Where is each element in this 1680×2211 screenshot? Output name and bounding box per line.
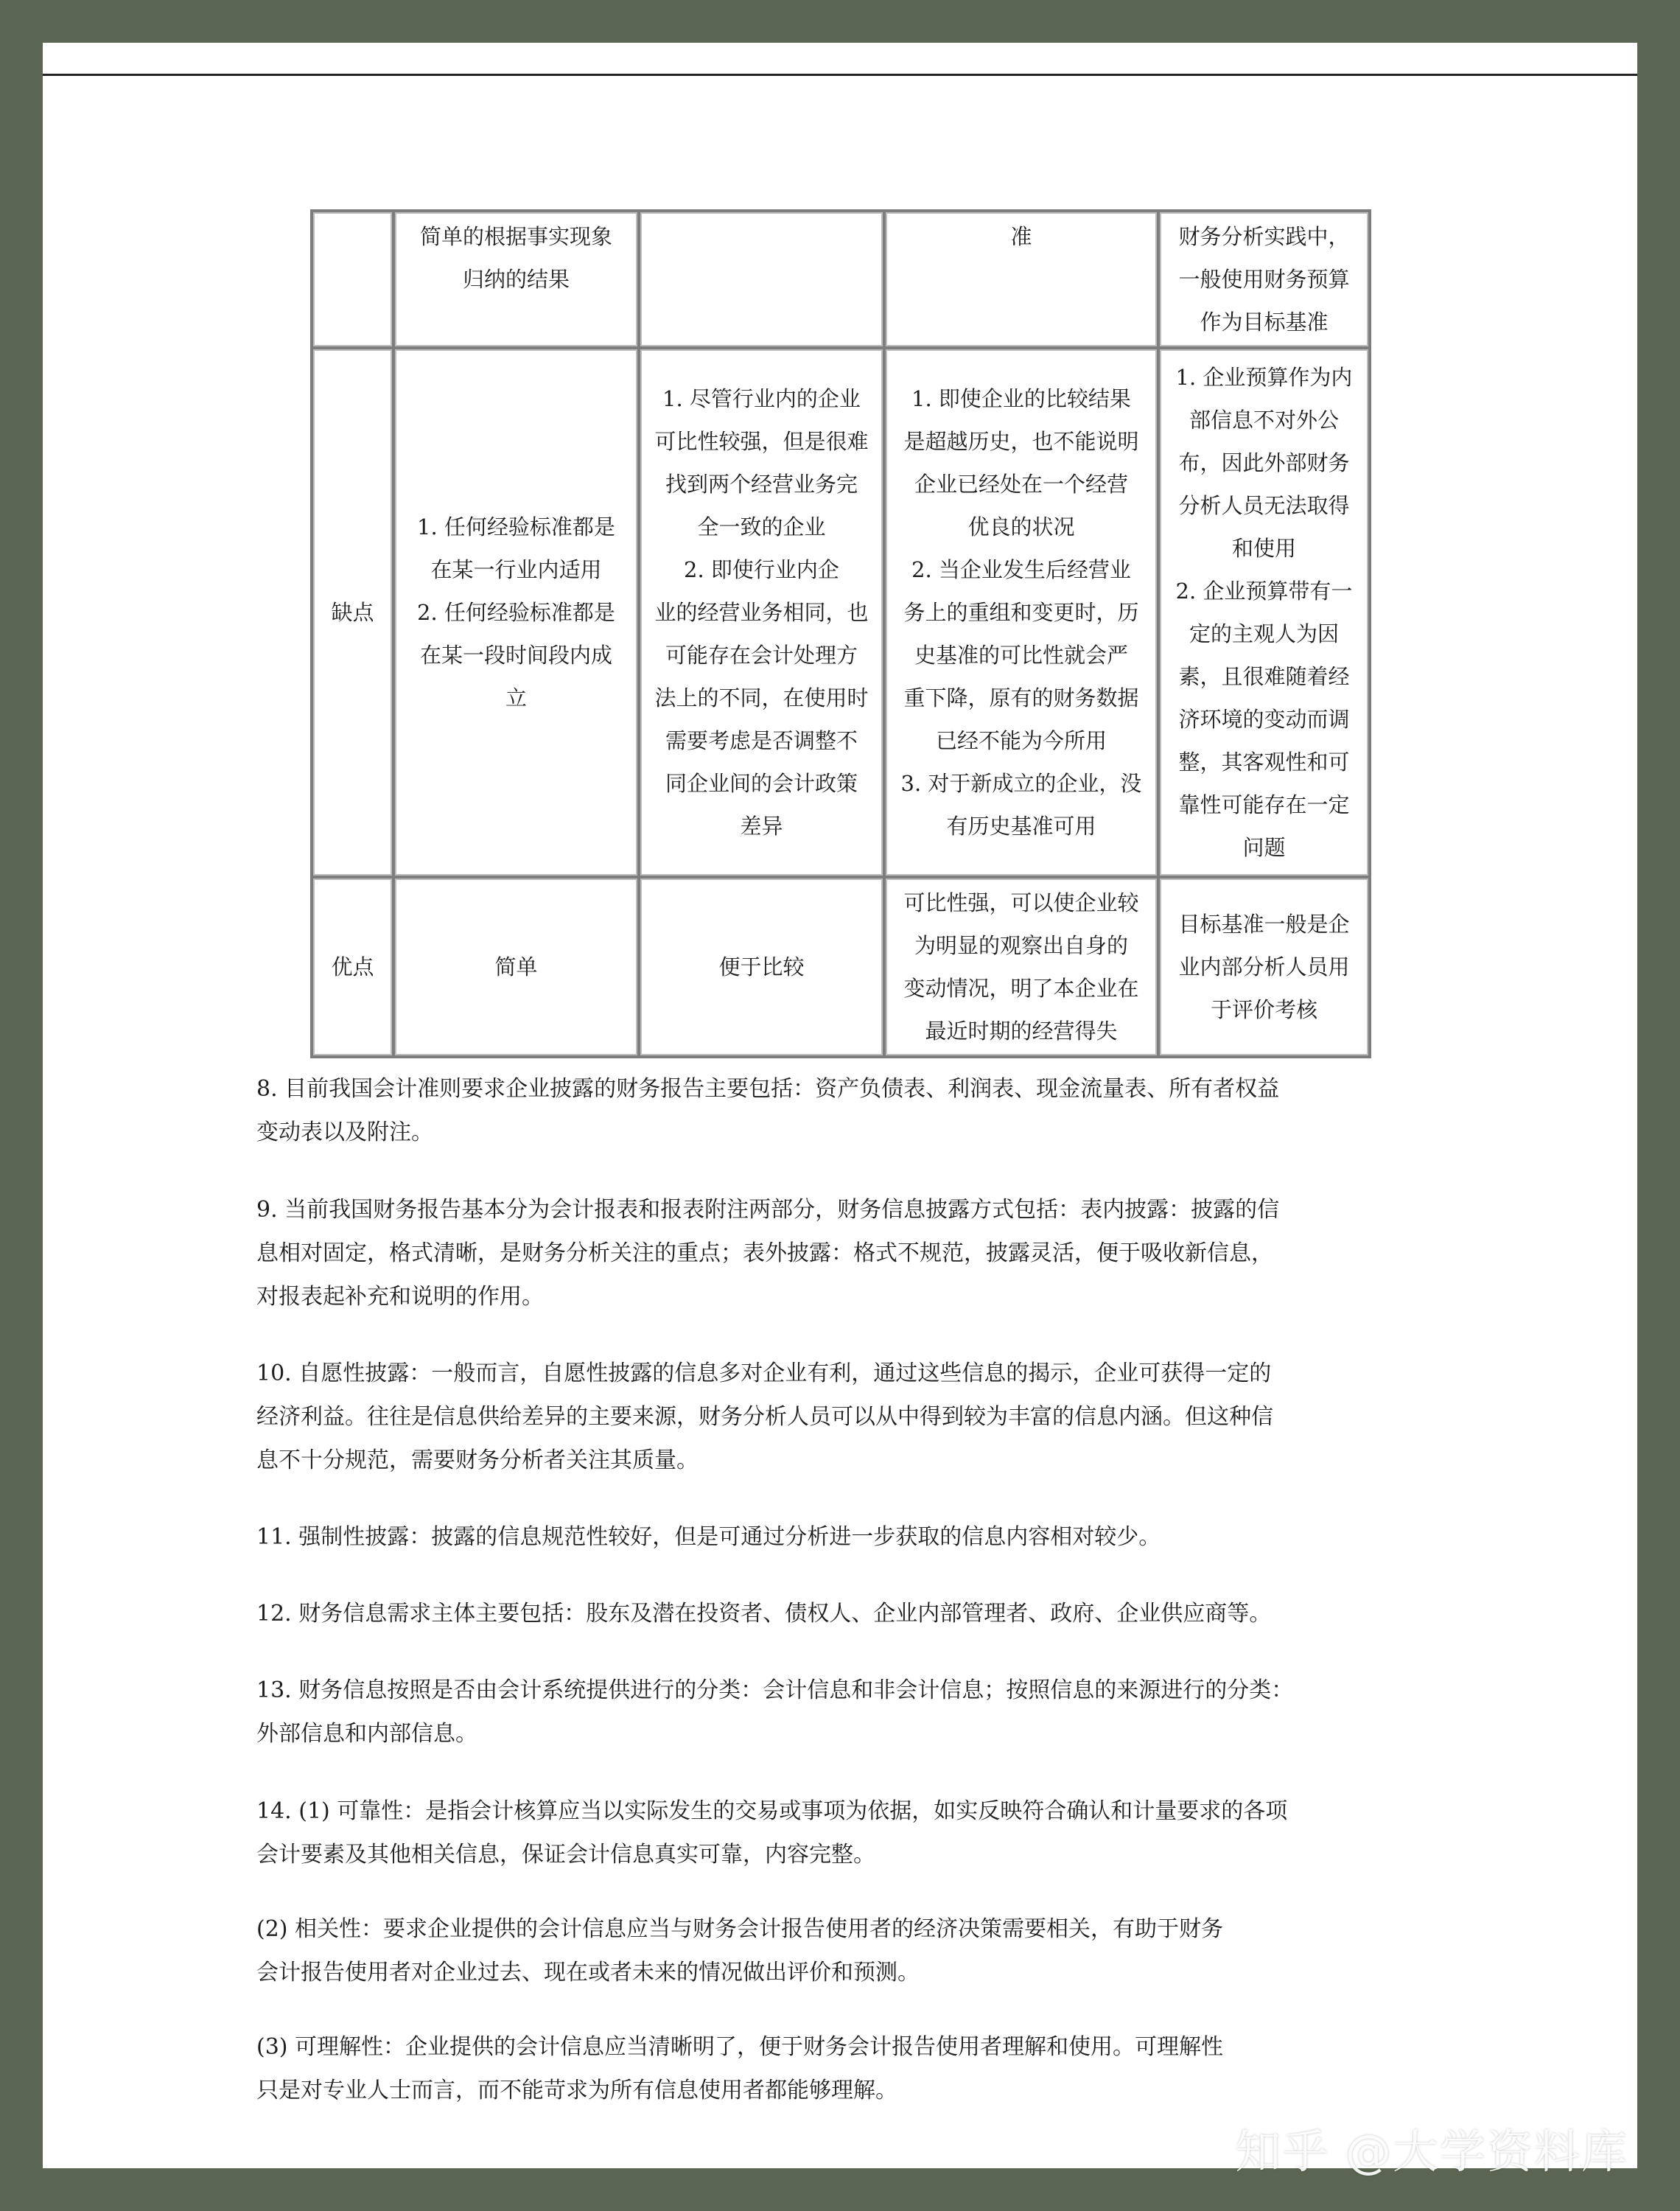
table-cell (393, 348, 639, 877)
text-line: 9. 当前我国财务报告基本分为会计报表和报表附注两部分，财务信息披露方式包括：表内披露：披露的信 (256, 1197, 1280, 1223)
table-row-continued (312, 211, 1370, 348)
paragraph-14-3 (256, 2025, 1435, 2112)
paragraph-8 (256, 1067, 1435, 1154)
table-cell (393, 877, 639, 1057)
watermark: 知乎 @大学资料库 (1235, 2125, 1628, 2179)
text-line: 全一致的企业 (697, 514, 826, 539)
text-line: 1. 企业预算作为内 (1175, 365, 1353, 390)
text-line: 13. 财务信息按照是否由会计系统提供进行的分类：会计信息和非会计信息；按照信息的来源进行的分类： (256, 1677, 1294, 1703)
text-line: 2. 即使行业内企 (684, 557, 839, 582)
text-line: 史基准的可比性就会严 (914, 643, 1128, 668)
text-line: 目标基准一般是企 (1178, 912, 1350, 937)
text-line: 企业已经处在一个经营 (914, 472, 1128, 497)
text-line: 为明显的观察出自身的 (914, 933, 1128, 958)
text-line: 素，且很难随着经 (1178, 664, 1350, 689)
table-cell (884, 211, 1158, 348)
text-line: 8. 目前我国会计准则要求企业披露的财务报告主要包括：资产负债表、利润表、现金流量表、所有者权益 (256, 1076, 1280, 1102)
text-line: 可比性较强，但是很难 (654, 429, 869, 454)
text-line: 便于比较 (718, 954, 805, 979)
row-label-disadvantages: 缺点 (312, 348, 393, 877)
paragraph-10 (256, 1352, 1435, 1482)
table-cell (1158, 348, 1370, 877)
text-line: 外部信息和内部信息。 (256, 1721, 477, 1747)
text-line: 和使用 (1231, 536, 1296, 561)
text-line: 法上的不同，在使用时 (654, 685, 869, 710)
text-line: 1. 即使企业的比较结果 (911, 386, 1131, 411)
text-line: 重下降，原有的财务数据 (903, 685, 1139, 710)
text-line: 2. 任何经验标准都是 (417, 600, 615, 625)
text-line: 找到两个经营业务完 (665, 472, 858, 497)
text-line: 14. (1) 可靠性：是指会计核算应当以实际发生的交易或事项为依据，如实反映符合确认和计量要求的各项 (256, 1798, 1288, 1824)
table-cell (639, 211, 884, 348)
text-line: 在某一行业内适用 (430, 557, 602, 582)
text-line: 靠性可能存在一定 (1178, 792, 1350, 817)
text-line: 于评价考核 (1210, 997, 1317, 1022)
comparison-table (310, 209, 1371, 1058)
text-line: 济环境的变动而调 (1178, 707, 1350, 732)
text-line: 3. 对于新成立的企业，没 (900, 771, 1142, 796)
text-line: 11. 强制性披露：披露的信息规范性较好，但是可通过分析进一步获取的信息内容相对较少。 (256, 1524, 1161, 1550)
text-line: 业的经营业务相同，也 (654, 600, 869, 625)
text-line: 准 (1010, 224, 1032, 249)
text-line: 对报表起补充和说明的作用。 (256, 1284, 544, 1310)
text-line: 简单的根据事实现象 (419, 224, 612, 249)
text-line: 会计要素及其他相关信息，保证会计信息真实可靠，内容完整。 (256, 1842, 875, 1868)
document-page (43, 43, 1637, 2168)
text-line: 整，其客观性和可 (1178, 750, 1350, 775)
text-line: 会计报告使用者对企业过去、现在或者未来的情况做出评价和预测。 (256, 1960, 920, 1985)
text-line: 需要考虑是否调整不 (665, 728, 858, 753)
text-line: 已经不能为今所用 (935, 728, 1107, 753)
text-line: 分析人员无法取得 (1178, 493, 1350, 518)
text-line: 有历史基准可用 (946, 814, 1096, 839)
text-line: 2. 企业预算带有一 (1175, 579, 1353, 604)
text-line: 1. 尽管行业内的企业 (662, 386, 861, 411)
text-line: 10. 自愿性披露：一般而言，自愿性披露的信息多对企业有利，通过这些信息的揭示，企业可获得一定的 (256, 1361, 1272, 1386)
text-line: (3) 可理解性：企业提供的会计信息应当清晰明了，便于财务会计报告使用者理解和使用。可理解性 (256, 2034, 1224, 2060)
table-cell (1158, 877, 1370, 1057)
text-line: 归纳的结果 (462, 267, 570, 292)
text-line: 变动情况，明了本企业在 (903, 976, 1139, 1001)
text-line: (2) 相关性：要求企业提供的会计信息应当与财务会计报告使用者的经济决策需要相关，有助于财务 (256, 1916, 1224, 1942)
text-line: 立 (505, 685, 527, 710)
text-line: 息相对固定，格式清晰，是财务分析关注的重点；表外披露：格式不规范，披露灵活，便于吸收新信息， (256, 1240, 1273, 1266)
table-cell (639, 877, 884, 1057)
paragraph-12 (256, 1592, 1435, 1635)
text-line: 可比性强，可以使企业较 (903, 890, 1139, 915)
text-line: 定的主观人为因 (1189, 621, 1339, 646)
paragraph-14 (256, 1789, 1435, 1876)
table-row-disadvantages (312, 348, 1370, 877)
text-line: 同企业间的会计政策 (665, 771, 858, 796)
table-cell-empty (312, 211, 393, 348)
text-line: 一般使用财务预算 (1178, 267, 1350, 292)
text-line: 差异 (740, 814, 783, 839)
paragraph-11 (256, 1515, 1435, 1559)
text-line: 2. 当企业发生后经营业 (911, 557, 1131, 582)
text-line: 务上的重组和变更时，历 (903, 600, 1139, 625)
text-line: 12. 财务信息需求主体主要包括：股东及潜在投资者、债权人、企业内部管理者、政府、企业供应商等。 (256, 1601, 1272, 1627)
text-line: 只是对专业人士而言，而不能苛求为所有信息使用者都能够理解。 (256, 2078, 897, 2103)
text-line: 是超越历史，也不能说明 (903, 429, 1139, 454)
table-cell (884, 877, 1158, 1057)
text-line: 业内部分析人员用 (1178, 954, 1350, 979)
table-cell (884, 348, 1158, 877)
text-line: 在某一段时间段内成 (419, 643, 612, 668)
text-line: 优良的状况 (967, 514, 1075, 539)
text-line: 变动表以及附注。 (256, 1120, 433, 1145)
text-line: 1. 任何经验标准都是 (417, 514, 615, 539)
paragraph-13 (256, 1669, 1435, 1756)
text-line: 最近时期的经营得失 (925, 1019, 1118, 1044)
table-cell (1158, 211, 1370, 348)
text-line: 财务分析实践中， (1178, 224, 1350, 249)
text-line: 部信息不对外公 (1189, 408, 1339, 433)
text-line: 布，因此外部财务 (1178, 450, 1350, 475)
table-cell (393, 211, 639, 348)
header-rule (43, 74, 1637, 76)
text-line: 作为目标基准 (1200, 310, 1329, 335)
text-line: 经济利益。往往是信息供给差异的主要来源，财务分析人员可以从中得到较为丰富的信息内涵。但这种信 (256, 1404, 1273, 1430)
row-label-advantages: 优点 (312, 877, 393, 1057)
table-row-advantages (312, 877, 1370, 1057)
paragraph-14-2 (256, 1907, 1435, 1994)
text-line: 问题 (1242, 835, 1286, 860)
text-line: 息不十分规范，需要财务分析者关注其质量。 (256, 1447, 699, 1473)
paragraph-9 (256, 1188, 1435, 1318)
text-line: 可能存在会计处理方 (665, 643, 858, 668)
text-line: 简单 (494, 954, 538, 979)
table-cell (639, 348, 884, 877)
